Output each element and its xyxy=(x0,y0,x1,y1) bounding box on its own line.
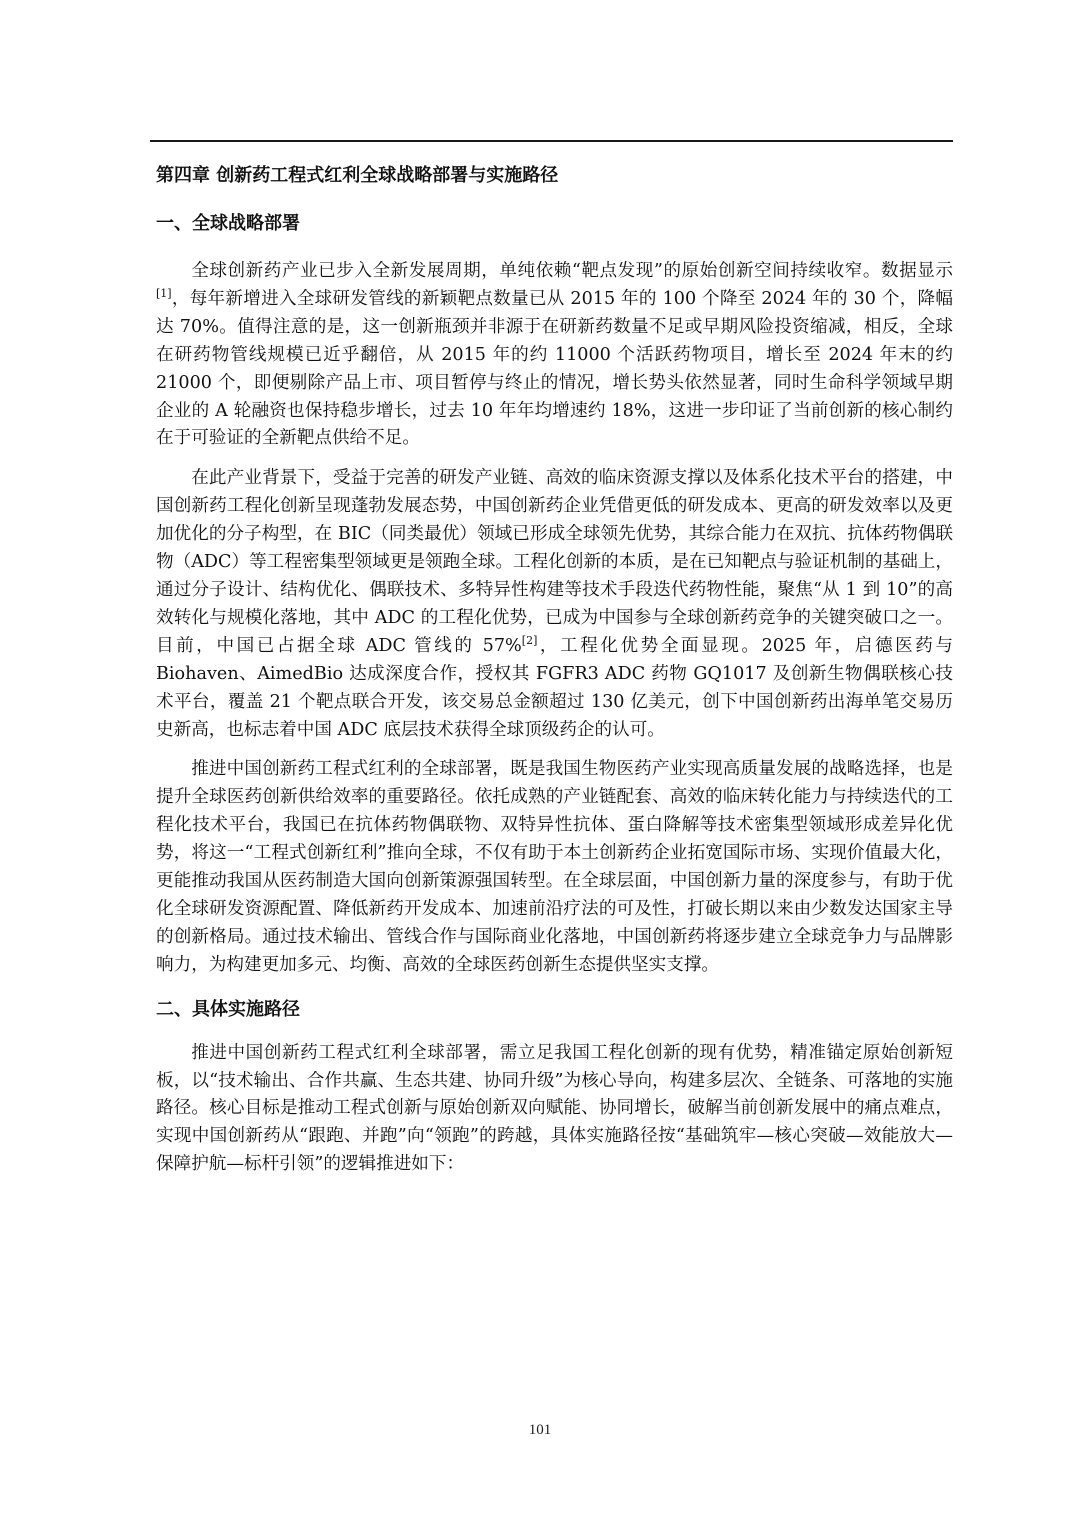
header-rule xyxy=(150,140,953,142)
paragraph-text: 全球创新药产业已步入全新发展周期，单纯依赖“靶点发现”的原始创新空间持续收窄。数据显示 xyxy=(191,261,953,281)
reference-marker: [1] xyxy=(156,287,172,301)
paragraph xyxy=(156,465,953,744)
paragraph xyxy=(156,1040,953,1180)
paragraph-text: 推进中国创新药工程式红利的全球部署，既是我国生物医药产业实现高质量发展的战略选择，也是提升全球医药创新供给效率的重要路径。依托成熟的产业链配套、高效的临床转化能力与持续迭代的工程化技术平台，我国已在抗体药物偶联物、双特异性抗体、蛋白降解等技术密集型领域形成差异化优势，将这一“工程式创新红利”推向全球，不仅有助于本土创新药企业拓宽国际市场、实现价值最大化，更能推动我国从医药制造大国向创新策源强国转型。在全球层面，中国创新力量的深度参与，有助于优化全球研发资源配置、降低新药开发成本、加速前沿疗法的可及性，打破长期以来由少数发达国家主导的创新格局。通过技术输出、管线合作与国际商业化落地，中国创新药将逐步建立全球竞争力与品牌影响力，为构建更加多元、均衡、高效的全球医药创新生态提供坚实支撑。 xyxy=(156,759,953,975)
paragraph-text: 推进中国创新药工程式红利全球部署，需立足我国工程化创新的现有优势，精准锚定原始创新短板，以“技术输出、合作共赢、生态共建、协同升级”为核心导向，构建多层次、全链条、可落地的实施路径。核心目标是推动工程式创新与原始创新双向赋能、协同增长，破解当前创新发展中的痛点难点，实现中国创新药从“跟跑、并跑”向“领跑”的跨越，具体实施路径按“基础筑牢—核心突破—效能放大—保障护航—标杆引领”的逻辑推进如下： xyxy=(156,1042,953,1175)
paragraph-text: 在此产业背景下，受益于完善的研发产业链、高效的临床资源支撑以及体系化技术平台的搭建，中国创新药工程化创新呈现蓬勃发展态势，中国创新药企业凭借更低的研发成本、更高的研发效率以及更加优化的分子构型，在 BIC（同类最优）领域已形成全球领先优势，其综合能力在双抗、抗体药物偶联物（ADC）等工程密集型领域更是领跑全球。工程化创新的本质，是在已知靶点与验证机制的基础上，通过分子设计、结构优化、偶联技术、多特异性构建等技术手段迭代药物性能，聚焦“从 1 到 10”的高效转化与规模化落地，其中 ADC 的工程化优势，已成为中国参与全球创新药竞争的关键突破口之一。目前，中国已占据全球 ADC 管线的 57% xyxy=(156,468,953,656)
page-number: 101 xyxy=(528,1422,552,1438)
section-heading-global-strategy: 一、全球战略部署 xyxy=(156,213,300,234)
page-content xyxy=(156,158,953,1179)
paragraph-text: ，每年新增进入全球研发管线的新颖靶点数量已从 2015 年的 100 个降至 2024 年的 30 个，降幅达 70%。值得注意的是，这一创新瓶颈并非源于在研新药数量不足或早期风险投资缩减，相反，全球在研药物管线规模已近乎翻倍，从 2015 年的约 11000 个活跃药物项目，增长至 2024 年末的约 21000 个，即便剔除产品上市、项目暂停与终止的情况，增长势头依然显著，同时生命科学领域早期企业的 A 轮融资也保持稳步增长，过去 10 年年均增速约 18%，这进一步印证了当前创新的核心制约在于可验证的全新靶点供给不足。 xyxy=(156,288,953,449)
paragraph xyxy=(156,258,953,453)
section-heading-implementation-path: 二、具体实施路径 xyxy=(156,998,300,1020)
paragraph-text: ，工程化优势全面显现。2025 年，启德医药与 Biohaven、AimedBio 达成深度合作，授权其 FGFR3 ADC 药物 GQ1017 及创新生物偶联核心技术平台，覆盖 21 个靶点联合开发，该交易总金额超过 130 亿美元，创下中国创新药出海单笔交易历史新高，也标志着中国 ADC 底层技术获得全球顶级药企的认可。 xyxy=(156,635,953,740)
reference-marker: [2] xyxy=(521,633,538,647)
chapter-title: 第四章 创新药工程式红利全球战略部署与实施路径 xyxy=(156,165,559,186)
paragraph xyxy=(156,756,953,979)
